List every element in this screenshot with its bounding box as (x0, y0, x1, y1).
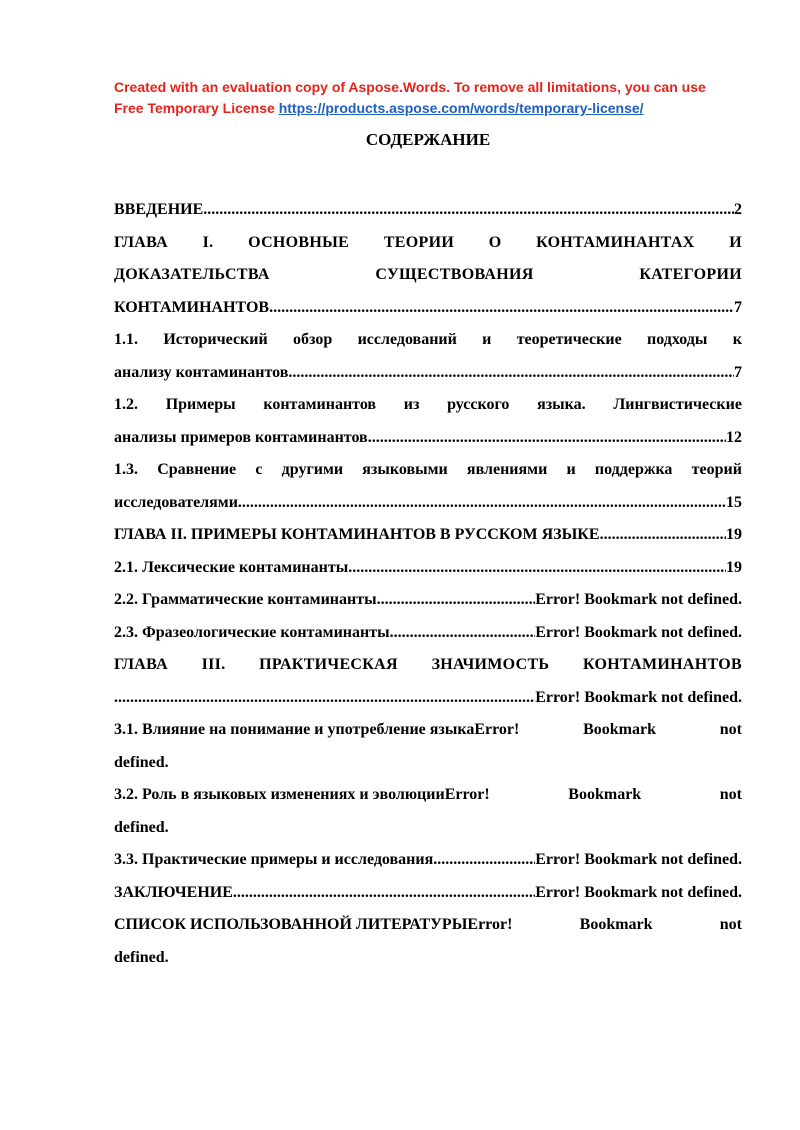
toc-entry-1-3-line2[interactable] (114, 487, 742, 520)
toc-entry-1-2-line2[interactable] (114, 422, 742, 455)
toc-entry-1-1-line2[interactable] (114, 357, 742, 390)
toc-entry-3-2-line1[interactable] (114, 779, 742, 812)
page-title: СОДЕРЖАНИЕ (365, 130, 491, 149)
toc-word: с (255, 461, 263, 478)
toc-entry-references-line2[interactable]: defined. (114, 948, 169, 966)
toc-word: ОСНОВНЫЕ (248, 233, 350, 251)
toc-word: другими (281, 461, 344, 478)
toc-entry-ch3-line2[interactable] (114, 682, 742, 715)
table-of-contents (114, 194, 742, 974)
toc-dot-leader (377, 584, 536, 617)
toc-word: явлениями (466, 461, 548, 478)
toc-word: ДОКАЗАТЕЛЬСТВА (114, 266, 270, 283)
toc-word: 1.2. (114, 396, 138, 413)
toc-entry-text: 2.3. Фразеологические контаминанты (114, 623, 390, 641)
toc-page-number: 7 (734, 363, 742, 381)
toc-word: ГЛАВА (114, 656, 168, 673)
toc-entry-3-2-line2[interactable]: defined. (114, 818, 169, 836)
toc-entry-ch1-line2[interactable] (114, 259, 742, 292)
toc-entry-3-1-line1[interactable] (114, 714, 742, 747)
toc-entry-intro[interactable] (114, 194, 742, 227)
toc-entry-text: КОНТАМИНАНТОВ (114, 298, 270, 316)
toc-word: КОНТАМИНАНТАХ (536, 233, 695, 251)
toc-word: I. (202, 233, 214, 251)
toc-page-number: Error! Bookmark not defined. (535, 851, 742, 868)
toc-page-number: Error! Bookmark not defined. (535, 623, 742, 641)
toc-word: ЗНАЧИМОСТЬ (431, 656, 550, 673)
toc-word: Исторический (163, 331, 268, 348)
toc-word: теоретические (516, 331, 622, 348)
toc-dot-leader (288, 357, 734, 390)
toc-word: 1.1. (114, 331, 138, 348)
toc-word: ПРАКТИЧЕСКАЯ (259, 656, 398, 673)
toc-page-number: 19 (726, 558, 742, 576)
toc-entry-ch2[interactable] (114, 519, 742, 552)
toc-entry-conclusion[interactable] (114, 877, 742, 910)
toc-word: подходы (647, 331, 708, 348)
toc-entry-references-line1[interactable] (114, 909, 742, 942)
toc-word: из (403, 396, 420, 413)
toc-page-number: Error! Bookmark not defined. (535, 883, 742, 901)
toc-word: Bookmark (568, 786, 642, 803)
toc-dot-leader (203, 194, 734, 227)
toc-entry-2-3[interactable] (114, 617, 742, 650)
toc-dot-leader (390, 617, 536, 650)
toc-word: III. (201, 656, 226, 673)
toc-entry-text: ВВЕДЕНИЕ (114, 201, 204, 218)
toc-entry-text: исследователями (114, 493, 238, 511)
toc-entry-ch1-line3[interactable] (114, 292, 742, 325)
toc-entry-text: анализы примеров контаминантов (114, 428, 368, 446)
toc-page-number: 2 (734, 201, 742, 218)
evaluation-watermark (114, 77, 754, 119)
toc-entry-3-3[interactable] (114, 844, 742, 877)
toc-entry-1-3-line1[interactable] (114, 454, 742, 487)
toc-word: поддержка (594, 461, 673, 478)
toc-page-number: Error! Bookmark not defined. (535, 591, 742, 608)
watermark-prefix: Free Temporary License (114, 100, 279, 116)
toc-dot-leader (433, 844, 535, 877)
toc-word: русского (447, 396, 510, 413)
toc-entry-text: ЗАКЛЮЧЕНИЕ (114, 883, 233, 901)
toc-word: И (729, 233, 742, 251)
toc-word: Сравнение (157, 461, 237, 478)
toc-dot-leader (269, 292, 734, 325)
toc-word: и (482, 331, 492, 348)
toc-word: теорий (691, 461, 742, 478)
toc-entry-2-1[interactable] (114, 552, 742, 585)
toc-entry-3-1-line2[interactable]: defined. (114, 753, 169, 771)
toc-word: языковыми (362, 461, 448, 478)
toc-page-number: 19 (726, 526, 742, 543)
toc-word: Bookmark (583, 721, 656, 738)
toc-word: ГЛАВА (114, 233, 168, 251)
toc-entry-text: ГЛАВА II. ПРИМЕРЫ КОНТАМИНАНТОВ В РУССКОМ ЯЗЫКЕ (114, 526, 600, 543)
toc-word: Примеры (165, 396, 236, 413)
toc-word: и (566, 461, 576, 478)
toc-entry-ch3-line1[interactable] (114, 649, 742, 682)
toc-word: Bookmark (579, 916, 653, 933)
toc-word: КАТЕГОРИИ (639, 266, 742, 283)
toc-word: ТЕОРИИ (383, 233, 455, 251)
watermark-line-2 (114, 98, 754, 119)
toc-dot-leader (233, 877, 535, 910)
toc-word: О (488, 233, 502, 251)
toc-dot-leader (368, 422, 726, 455)
toc-page-number: Error! Bookmark not defined. (535, 688, 742, 706)
toc-word: обзор (293, 331, 333, 348)
toc-word: контаминантов (263, 396, 377, 413)
toc-word: not (719, 916, 742, 933)
toc-entry-1-1-line1[interactable] (114, 324, 742, 357)
toc-word: исследований (357, 331, 457, 348)
toc-entry-2-2[interactable] (114, 584, 742, 617)
toc-entry-text: 3.3. Практические примеры и исследования (114, 851, 434, 868)
toc-page-number: 12 (726, 428, 742, 446)
toc-word: СПИСОК ИСПОЛЬЗОВАННОЙ ЛИТЕРАТУРЫError! (114, 916, 513, 933)
license-link[interactable]: https://products.aspose.com/words/temporary-license/ (278, 100, 644, 116)
toc-dot-leader (238, 487, 726, 520)
toc-entry-ch1-line1[interactable] (114, 227, 742, 260)
watermark-line-1: Created with an evaluation copy of Aspose.Words. To remove all limitations, you can use (114, 79, 706, 95)
toc-page-number: 7 (734, 298, 742, 316)
toc-word: 3.2. Роль в языковых изменениях и эволюцииError! (114, 786, 490, 803)
toc-word: к (732, 331, 742, 348)
toc-word: СУЩЕСТВОВАНИЯ (375, 266, 534, 283)
toc-word: КОНТАМИНАНТОВ (582, 656, 742, 673)
toc-entry-text: анализу контаминантов (114, 363, 289, 381)
toc-word: Лингвистические (613, 396, 742, 413)
toc-entry-1-2-line1[interactable] (114, 389, 742, 422)
toc-page-number: 15 (726, 493, 742, 511)
toc-word: 1.3. (114, 461, 138, 478)
toc-dot-leader (600, 519, 726, 552)
toc-word: not (719, 721, 742, 738)
toc-entry-text: 2.2. Грамматические контаминанты (114, 591, 377, 608)
toc-entry-text: 2.1. Лексические контаминанты (114, 558, 349, 576)
toc-dot-leader (348, 552, 726, 585)
toc-word: 3.1. Влияние на понимание и употребление языкаError! (114, 721, 520, 738)
toc-word: not (719, 786, 742, 803)
toc-dot-leader (114, 682, 535, 715)
toc-word: языка. (537, 396, 586, 413)
